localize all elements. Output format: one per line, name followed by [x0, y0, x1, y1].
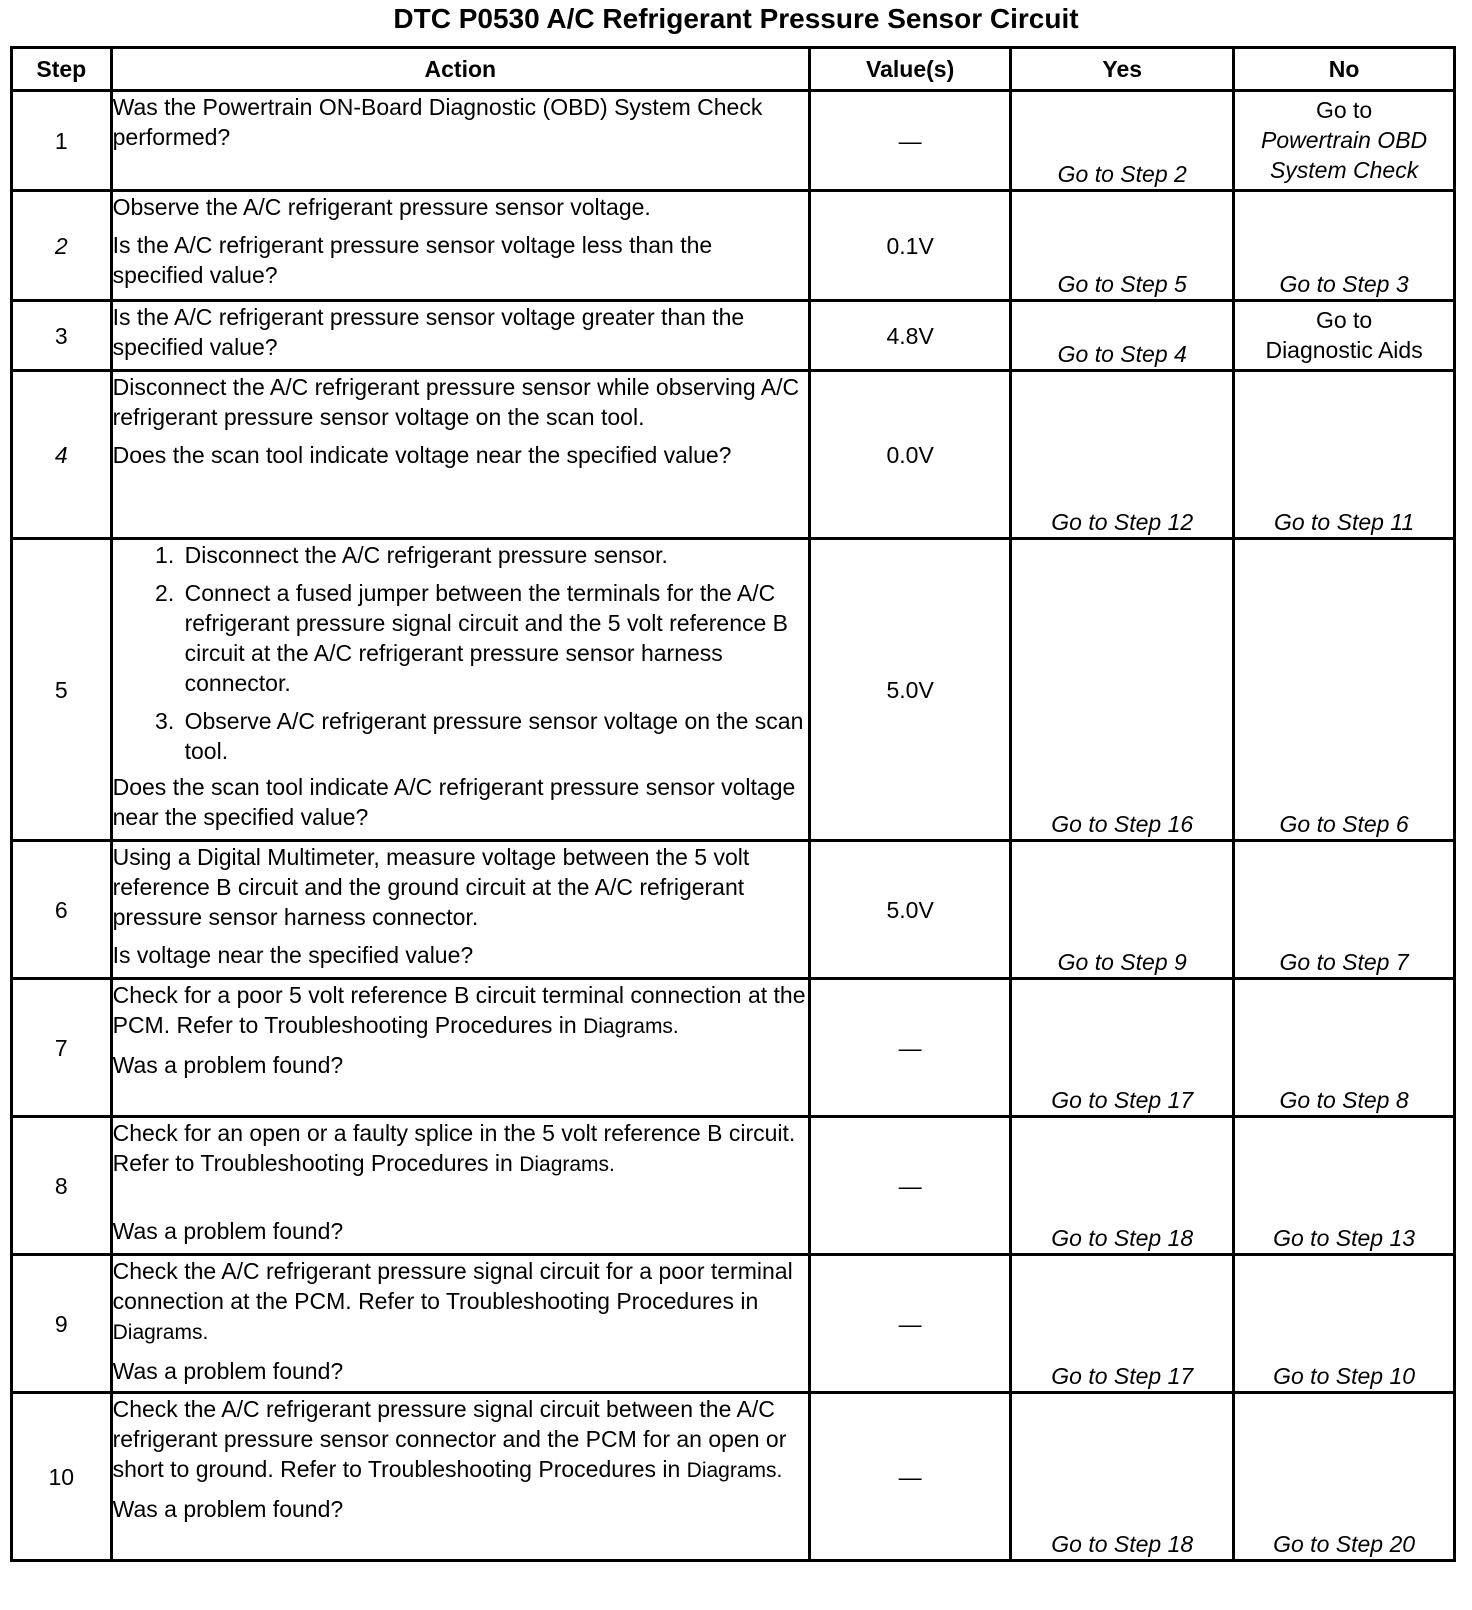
diagrams-reference[interactable]: Diagrams.: [686, 1459, 783, 1482]
value-cell: —: [810, 91, 1011, 191]
step-number: 1: [12, 91, 112, 191]
yes-link[interactable]: Go to Step 17: [1011, 1255, 1234, 1393]
action-cell: [111, 1117, 809, 1255]
action-question: Was a problem found?: [112, 1052, 344, 1078]
value-cell: —: [810, 1255, 1011, 1393]
table-row: [12, 979, 1455, 1117]
action-cell: [111, 371, 809, 539]
no-link-target: Diagnostic Aids: [1265, 337, 1423, 363]
no-link-prefix: Go to: [1315, 307, 1373, 333]
no-link[interactable]: Go to Step 13: [1234, 1117, 1455, 1255]
action-text: [113, 1256, 808, 1348]
action-cell: [111, 191, 809, 301]
header-action: Action: [111, 48, 809, 91]
yes-link[interactable]: Go to Step 12: [1011, 371, 1234, 539]
step-number: 10: [12, 1393, 112, 1561]
value-cell: 0.0V: [810, 371, 1011, 539]
table-row: [12, 1393, 1455, 1561]
yes-link[interactable]: Go to Step 17: [1011, 979, 1234, 1117]
diagrams-reference[interactable]: Diagrams.: [583, 1015, 679, 1038]
no-link[interactable]: Go to Step 6: [1234, 539, 1455, 841]
action-text: [113, 1118, 808, 1180]
action-text-main: Check for a poor 5 volt reference B circuit terminal connection at the PCM. Refer to Troubleshooting Procedures in: [112, 982, 806, 1038]
value-cell: —: [810, 1393, 1011, 1561]
yes-link[interactable]: Go to Step 16: [1011, 539, 1234, 841]
no-link[interactable]: Go to Step 7: [1234, 841, 1455, 979]
action-text-main: Check the A/C refrigerant pressure signal circuit between the A/C refrigerant pressure sensor connector and the PCM for an open or short to ground. Refer to Troubleshooting Procedures in: [112, 1396, 787, 1482]
action-question: Is the A/C refrigerant pressure sensor voltage greater than the specified value?: [112, 304, 745, 360]
action-question: Was a problem found?: [112, 1218, 344, 1244]
action-cell: [111, 539, 809, 841]
action-question: Does the scan tool indicate A/C refrigerant pressure sensor voltage near the specified value?: [112, 774, 796, 830]
action-text: [113, 980, 808, 1042]
action-cell: [111, 979, 809, 1117]
step-number: 5: [12, 539, 112, 841]
action-question: Was a problem found?: [112, 1358, 344, 1384]
value-cell: 0.1V: [810, 191, 1011, 301]
table-row: [12, 1117, 1455, 1255]
list-item: 2. Connect a fused jumper between the terminals for the A/C refrigerant pressure signal circuit and the 5 volt reference B circuit at the A/C refrigerant pressure sensor harness connector.: [181, 578, 808, 698]
action-cell: [111, 91, 809, 191]
yes-link[interactable]: Go to Step 5: [1011, 191, 1234, 301]
table-row: [12, 371, 1455, 539]
table-row: [12, 91, 1455, 191]
no-link-prefix: Go to: [1315, 97, 1373, 123]
diagnostic-table: [10, 46, 1456, 1562]
action-text: Observe the A/C refrigerant pressure sensor voltage.: [112, 194, 651, 220]
no-link-target: Powertrain OBD System Check: [1260, 127, 1428, 183]
action-question: Does the scan tool indicate voltage near the specified value?: [112, 442, 732, 468]
header-values: Value(s): [810, 48, 1011, 91]
action-text: Using a Digital Multimeter, measure voltage between the 5 volt reference B circuit and the ground circuit at the A/C refrigerant pressure sensor harness connector.: [112, 844, 750, 930]
table-row: [12, 191, 1455, 301]
no-link[interactable]: Go to Step 20: [1234, 1393, 1455, 1561]
step-number: 2: [12, 191, 112, 301]
yes-link[interactable]: Go to Step 9: [1011, 841, 1234, 979]
action-cell: [111, 1393, 809, 1561]
action-steps-list: [113, 540, 808, 766]
yes-link[interactable]: Go to Step 18: [1011, 1117, 1234, 1255]
page-title: DTC P0530 A/C Refrigerant Pressure Sensor Circuit: [393, 3, 1079, 34]
value-cell: 5.0V: [810, 841, 1011, 979]
action-text-main: Check for an open or a faulty splice in the 5 volt reference B circuit. Refer to Troubleshooting Procedures in: [112, 1120, 796, 1176]
no-link[interactable]: Go to Step 11: [1234, 371, 1455, 539]
value-cell: 5.0V: [810, 539, 1011, 841]
action-cell: [111, 1255, 809, 1393]
no-link[interactable]: [1234, 301, 1455, 371]
table-row: [12, 841, 1455, 979]
no-link[interactable]: Go to Step 10: [1234, 1255, 1455, 1393]
value-cell: —: [810, 979, 1011, 1117]
action-question: Is the A/C refrigerant pressure sensor voltage less than the specified value?: [112, 232, 713, 288]
action-text-main: Check the A/C refrigerant pressure signal circuit for a poor terminal connection at the PCM. Refer to Troubleshooting Procedures in: [112, 1258, 793, 1314]
action-cell: [111, 301, 809, 371]
action-cell: [111, 841, 809, 979]
yes-link[interactable]: Go to Step 2: [1011, 91, 1234, 191]
step-number: 3: [12, 301, 112, 371]
header-step: Step: [12, 48, 112, 91]
value-cell: 4.8V: [810, 301, 1011, 371]
step-number: 9: [12, 1255, 112, 1393]
header-no: No: [1234, 48, 1455, 91]
yes-link[interactable]: Go to Step 18: [1011, 1393, 1234, 1561]
no-link[interactable]: [1234, 91, 1455, 191]
value-cell: —: [810, 1117, 1011, 1255]
list-item: 3. Observe A/C refrigerant pressure sensor voltage on the scan tool.: [181, 706, 808, 766]
table-header-row: [12, 48, 1455, 91]
header-yes: Yes: [1011, 48, 1234, 91]
table-row: [12, 301, 1455, 371]
action-text: Disconnect the A/C refrigerant pressure sensor while observing A/C refrigerant pressure sensor voltage on the scan tool.: [112, 374, 800, 430]
table-row: [12, 539, 1455, 841]
list-item: 1. Disconnect the A/C refrigerant pressure sensor.: [181, 540, 808, 570]
action-text: Was the Powertrain ON-Board Diagnostic (OBD) System Check performed?: [112, 94, 763, 150]
diagrams-reference[interactable]: Diagrams.: [112, 1321, 209, 1344]
step-number: 6: [12, 841, 112, 979]
step-number: 8: [12, 1117, 112, 1255]
action-text: [113, 1394, 808, 1486]
action-question: Was a problem found?: [112, 1496, 344, 1522]
yes-link[interactable]: Go to Step 4: [1011, 301, 1234, 371]
no-link[interactable]: Go to Step 3: [1234, 191, 1455, 301]
table-row: [12, 1255, 1455, 1393]
diagrams-reference[interactable]: Diagrams.: [519, 1153, 615, 1176]
step-number: 4: [12, 371, 112, 539]
no-link[interactable]: Go to Step 8: [1234, 979, 1455, 1117]
action-question: Is voltage near the specified value?: [112, 942, 474, 968]
step-number: 7: [12, 979, 112, 1117]
